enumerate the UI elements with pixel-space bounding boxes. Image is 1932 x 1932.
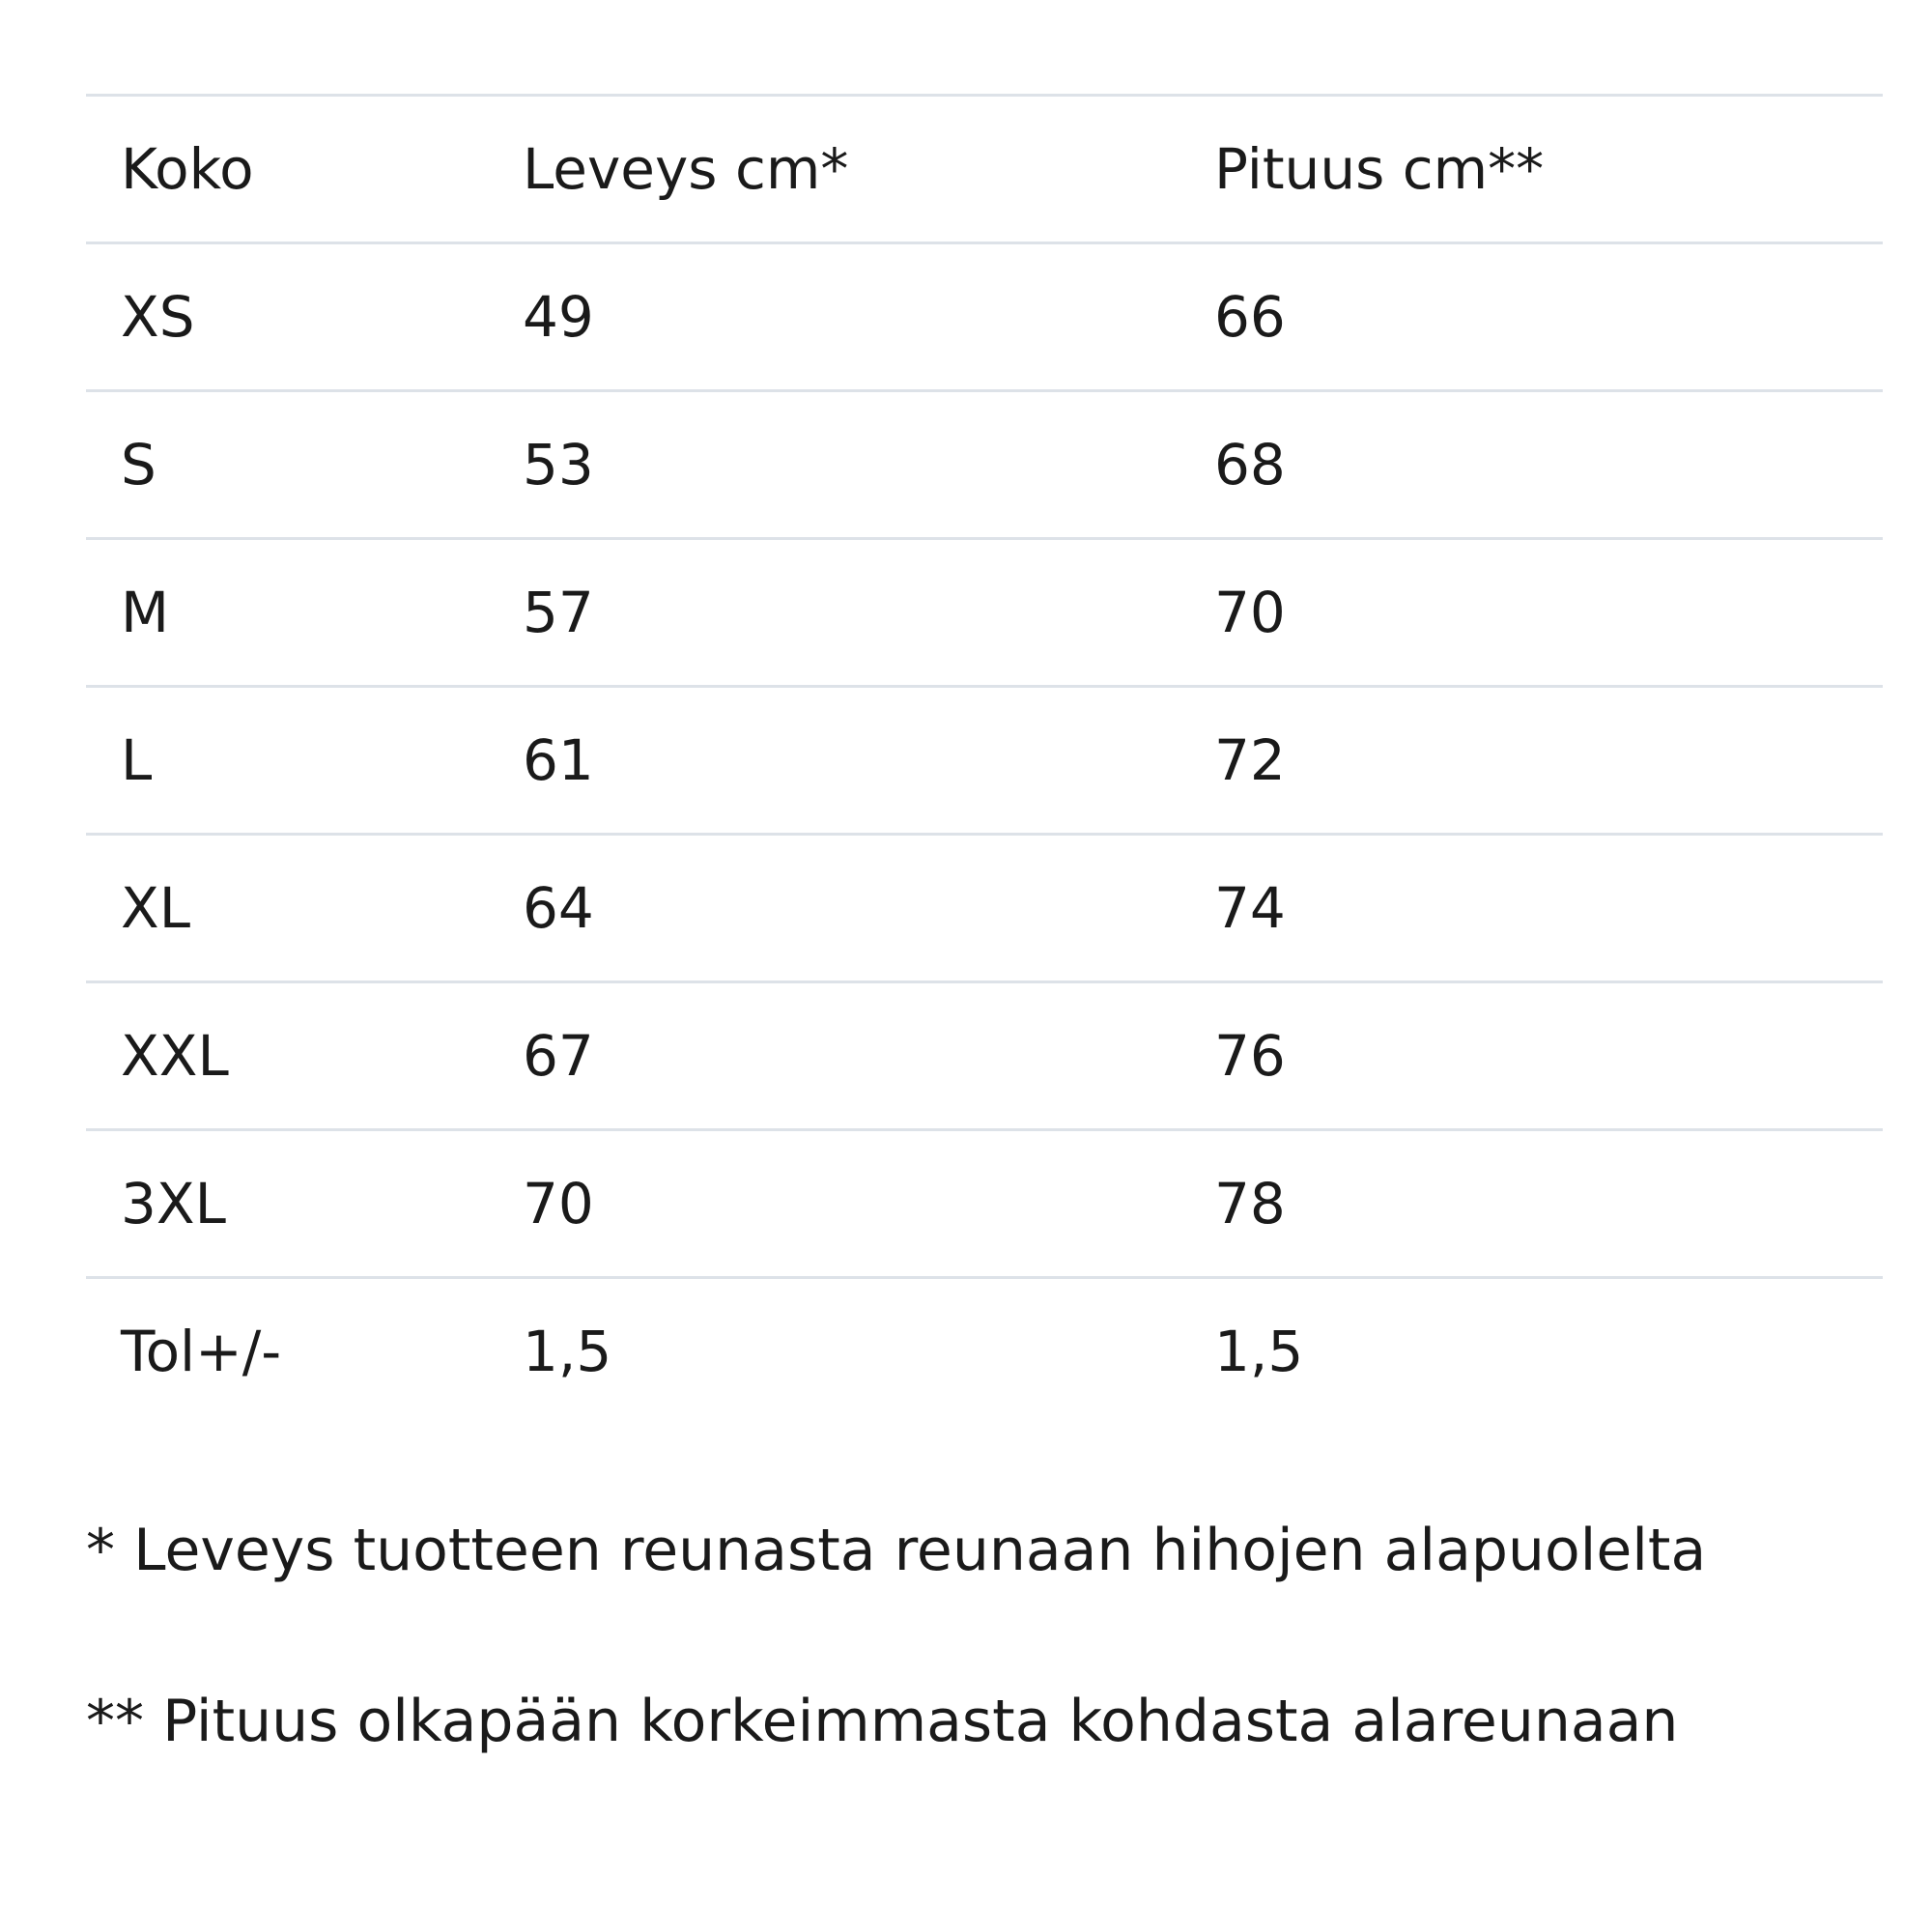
- cell-width: 49: [488, 243, 1179, 391]
- cell-width: 61: [488, 687, 1179, 835]
- table-row-tolerance: [86, 1278, 1883, 1425]
- cell-size: 3XL: [86, 1130, 488, 1278]
- size-table: [86, 94, 1883, 1424]
- cell-length: 78: [1179, 1130, 1883, 1278]
- size-chart: [86, 94, 1883, 1756]
- cell-width: 57: [488, 539, 1179, 687]
- cell-length: 1,5: [1214, 1319, 1304, 1384]
- cell-length: 70: [1179, 539, 1883, 687]
- cell-width: 70: [488, 1130, 1179, 1278]
- table-row: [86, 982, 1883, 1130]
- table-row: [86, 835, 1883, 982]
- table-row: [86, 243, 1883, 391]
- cell-length: 68: [1179, 391, 1883, 539]
- length-footnote: ** Pituus olkapään korkeimmasta kohdasta alareunaan: [86, 1688, 1679, 1755]
- cell-size: XL: [86, 835, 488, 982]
- cell-size: XS: [86, 243, 488, 391]
- cell-width: 64: [488, 835, 1179, 982]
- width-footnote: * Leveys tuotteen reunasta reunaan hihojen alapuolelta: [86, 1517, 1707, 1584]
- cell-length: 76: [1179, 982, 1883, 1130]
- cell-size: XXL: [86, 982, 488, 1130]
- table-row: [86, 1130, 1883, 1278]
- cell-size: Tol+/-: [121, 1319, 282, 1384]
- cell-width: 53: [488, 391, 1179, 539]
- column-header-width: Leveys cm*: [488, 96, 1179, 243]
- table-header-row: [86, 96, 1883, 243]
- column-header-length: Pituus cm**: [1179, 96, 1883, 243]
- cell-length: 66: [1179, 243, 1883, 391]
- cell-length: 74: [1179, 835, 1883, 982]
- cell-width: 1,5: [523, 1319, 612, 1384]
- table-row: [86, 687, 1883, 835]
- cell-size: S: [86, 391, 488, 539]
- cell-size: M: [86, 539, 488, 687]
- table-row: [86, 539, 1883, 687]
- column-header-size: Koko: [86, 96, 488, 243]
- table-row: [86, 391, 1883, 539]
- cell-width: 67: [488, 982, 1179, 1130]
- cell-size: L: [86, 687, 488, 835]
- cell-length: 72: [1179, 687, 1883, 835]
